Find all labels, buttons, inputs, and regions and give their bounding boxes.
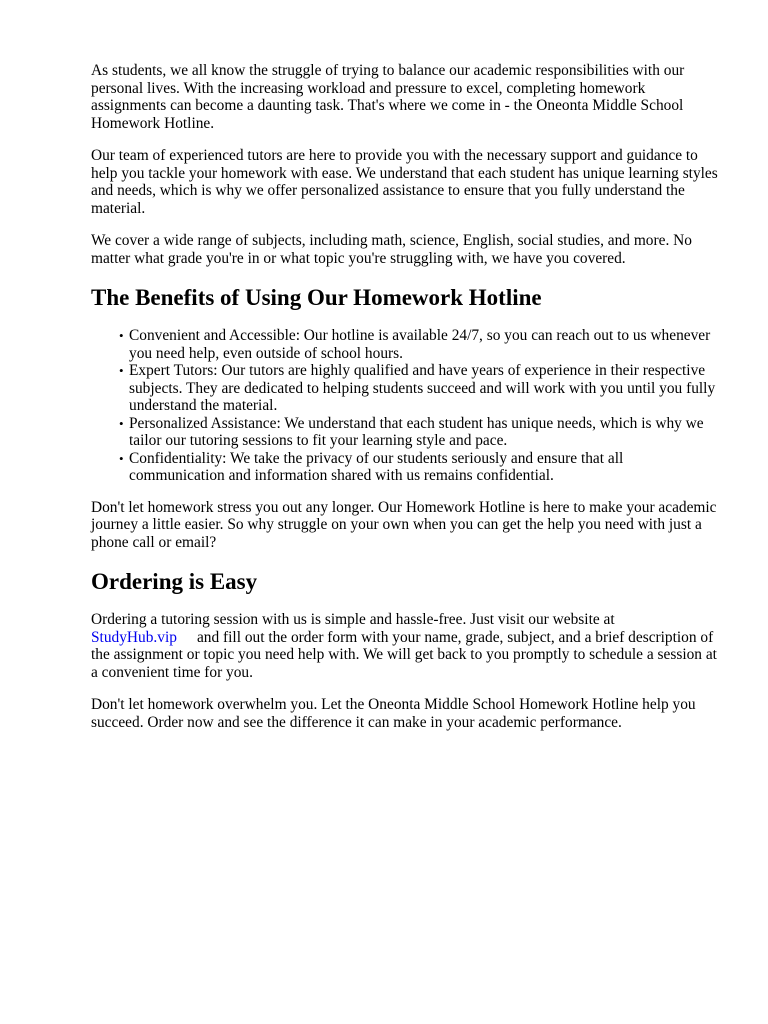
ordering-heading: Ordering is Easy bbox=[91, 569, 258, 594]
bullet-icon: • bbox=[119, 450, 124, 466]
ordering-paragraph-1 bbox=[91, 611, 721, 681]
list-item bbox=[119, 449, 721, 485]
ordering-paragraph-2: Don't let homework overwhelm you. Let the Oneonta Middle School Homework Hotline help you succeed. Order now and see the difference it can make in your academic performance. bbox=[91, 696, 696, 731]
benefits-heading: The Benefits of Using Our Homework Hotline bbox=[91, 285, 542, 310]
ordering-text-before-link: Ordering a tutoring session with us is simple and hassle-free. Just visit our website at bbox=[91, 611, 615, 628]
benefits-closing-paragraph: Don't let homework stress you out any longer. Our Homework Hotline is here to make your academic journey a little easier. So why struggle on your own when you can get the help you need with just a phone call or email? bbox=[91, 498, 717, 551]
intro-paragraph-2: Our team of experienced tutors are here to provide you with the necessary support and guidance to help you tackle your homework with ease. We understand that each student has unique learning styles and needs, which is why we offer personalized assistance to ensure that you fully understand the material. bbox=[91, 147, 718, 217]
bullet-icon: • bbox=[119, 363, 124, 378]
benefit-text: Convenient and Accessible: Our hotline is available 24/7, so you can reach out to us whenever you need help, even outside of school hours. bbox=[129, 327, 711, 362]
benefit-text: Personalized Assistance: We understand that each student has unique needs, which is why we tailor our tutoring sessions to fit your learning style and pace. bbox=[129, 414, 704, 449]
benefit-text: Expert Tutors: Our tutors are highly qualified and have years of experience in their respective subjects. They are dedicated to helping students succeed and will work with you until you fully understand the material. bbox=[129, 362, 716, 414]
studyhub-link[interactable]: StudyHub.vip bbox=[91, 628, 177, 646]
list-item bbox=[119, 362, 721, 415]
list-item bbox=[119, 414, 721, 450]
document-body bbox=[91, 62, 721, 746]
list-item bbox=[119, 327, 721, 362]
bullet-icon: • bbox=[119, 415, 124, 431]
intro-paragraph-1: As students, we all know the struggle of trying to balance our academic responsibilities with our personal lives. With the increasing workload and pressure to excel, completing homework assignments can become a daunting task. That's where we come in - the Oneonta Middle School Homework Hotline. bbox=[91, 62, 685, 132]
ordering-text-after-link: and fill out the order form with your name, grade, subject, and a brief description of the assignment or topic you need help with. We will get back to you promptly to schedule a session at a convenient time for you. bbox=[91, 628, 717, 681]
bullet-icon: • bbox=[119, 328, 124, 343]
benefits-list bbox=[91, 327, 721, 485]
intro-paragraph-3: We cover a wide range of subjects, including math, science, English, social studies, and more. No matter what grade you're in or what topic you're struggling with, we have you covered. bbox=[91, 232, 692, 267]
benefit-text: Confidentiality: We take the privacy of our students seriously and ensure that all communication and information shared with us remains confidential. bbox=[129, 449, 624, 484]
